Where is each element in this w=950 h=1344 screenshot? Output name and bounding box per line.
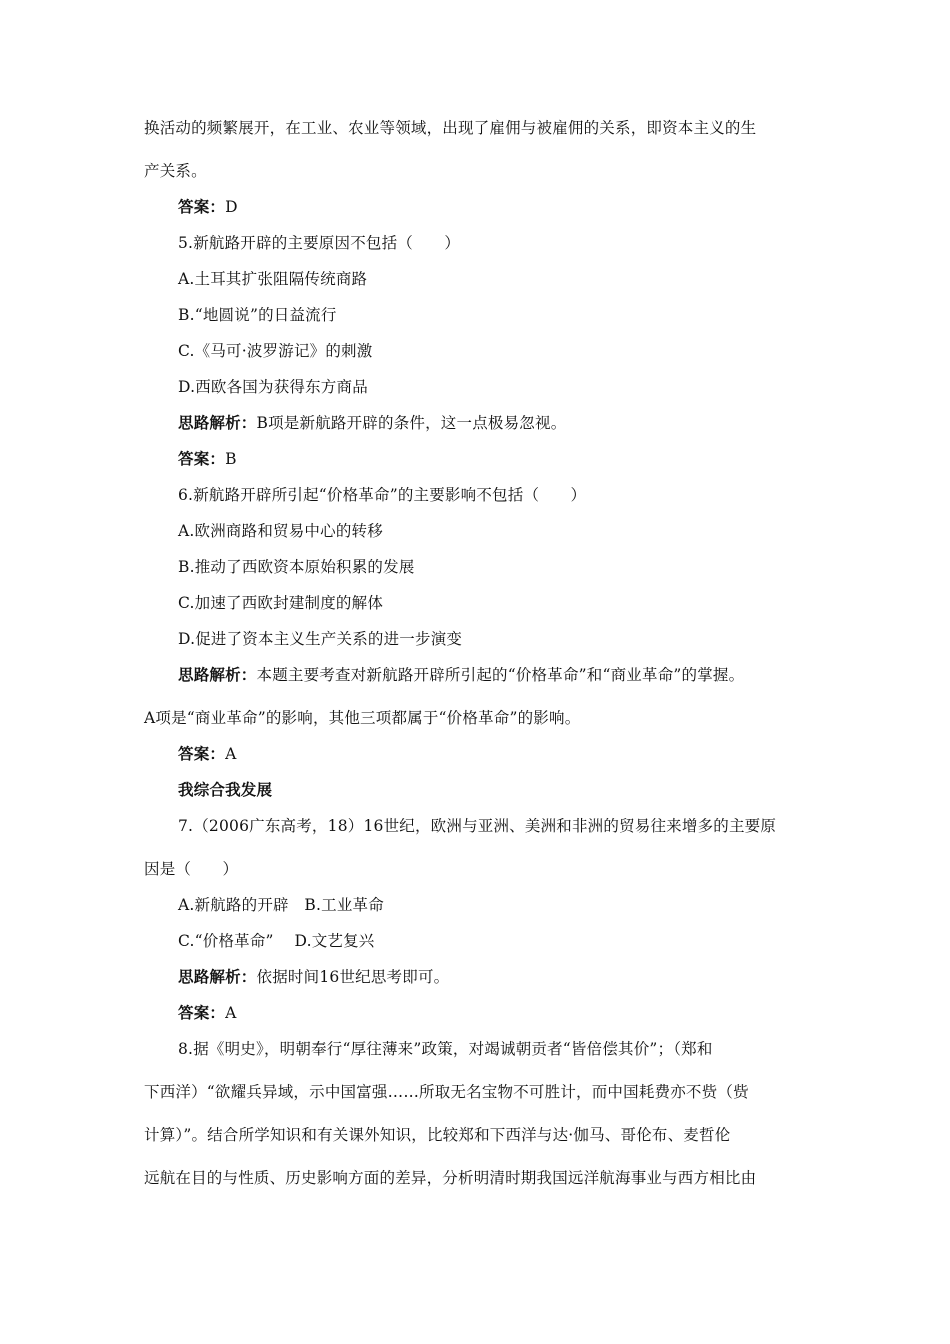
- analysis-text: 依据时间16世纪思考即可。: [256, 968, 450, 986]
- analysis-continuation: A项是“商业革命”的影响，其他三项都属于“价格革命”的影响。: [144, 709, 581, 727]
- answer-line: [144, 744, 808, 764]
- answer-label: 答案：: [178, 744, 226, 763]
- answer-value: A: [225, 745, 237, 763]
- option-d: D.促进了资本主义生产关系的进一步演变: [178, 630, 463, 648]
- answer-line: [144, 449, 808, 469]
- paragraph-line: 换活动的频繁展开，在工业、农业等领域，出现了雇佣与被雇佣的关系，即资本主义的生: [144, 119, 757, 137]
- question-6: 6.新航路开辟所引起“价格革命”的主要影响不包括（ ）: [178, 486, 587, 504]
- analysis-label: 思路解析：: [178, 413, 257, 432]
- option-c: C.加速了西欧封建制度的解体: [178, 594, 384, 612]
- option-b: B.推动了西欧资本原始积累的发展: [178, 558, 415, 576]
- options-cd: C.“价格革命” D.文艺复兴: [178, 932, 375, 950]
- question-7-continuation: 因是（ ）: [144, 860, 239, 878]
- question-8-continuation: 远航在目的与性质、历史影响方面的差异，分析明清时期我国远洋航海事业与西方相比由: [144, 1169, 757, 1187]
- answer-label: 答案：: [178, 449, 226, 468]
- document-body: [144, 118, 808, 1188]
- analysis-text: B项是新航路开辟的条件，这一点极易忽视。: [256, 414, 567, 432]
- answer-value: B: [225, 450, 237, 468]
- paragraph-line: 产关系。: [144, 162, 207, 180]
- section-heading: 我综合我发展: [178, 780, 273, 799]
- analysis-line: [144, 665, 808, 685]
- question-8-continuation: 计算）”。结合所学知识和有关课外知识，比较郑和下西洋与达·伽马、哥伦布、麦哲伦: [144, 1126, 731, 1144]
- answer-label: 答案：: [178, 197, 226, 216]
- answer-value: D: [225, 198, 238, 216]
- answer-value: A: [225, 1004, 237, 1022]
- analysis-line: [144, 413, 808, 433]
- analysis-label: 思路解析：: [178, 967, 257, 986]
- analysis-line: [144, 967, 808, 987]
- option-a: A.土耳其扩张阻隔传统商路: [178, 270, 368, 288]
- answer-line: [144, 197, 808, 217]
- option-c: C.《马可·波罗游记》的刺激: [178, 342, 373, 360]
- question-7: 7.（2006广东高考，18）16世纪，欧洲与亚洲、美洲和非洲的贸易往来增多的主要原: [178, 817, 777, 835]
- analysis-text: 本题主要考查对新航路开辟所引起的“价格革命”和“商业革命”的掌握。: [256, 666, 745, 684]
- option-d: D.西欧各国为获得东方商品: [178, 378, 368, 396]
- question-8-continuation: 下西洋）“欲耀兵异域，示中国富强……所取无名宝物不可胜计，而中国耗费亦不赀（赀: [144, 1083, 749, 1101]
- analysis-label: 思路解析：: [178, 665, 257, 684]
- answer-label: 答案：: [178, 1003, 226, 1022]
- question-8: 8.据《明史》，明朝奉行“厚往薄来”政策，对竭诚朝贡者“皆倍偿其价”；（郑和: [178, 1040, 713, 1058]
- options-ab: A.新航路的开辟 B.工业革命: [178, 896, 384, 914]
- option-a: A.欧洲商路和贸易中心的转移: [178, 522, 383, 540]
- answer-line: [144, 1003, 808, 1023]
- option-b: B.“地圆说”的日益流行: [178, 306, 337, 324]
- question-5: 5.新航路开辟的主要原因不包括（ ）: [178, 234, 461, 252]
